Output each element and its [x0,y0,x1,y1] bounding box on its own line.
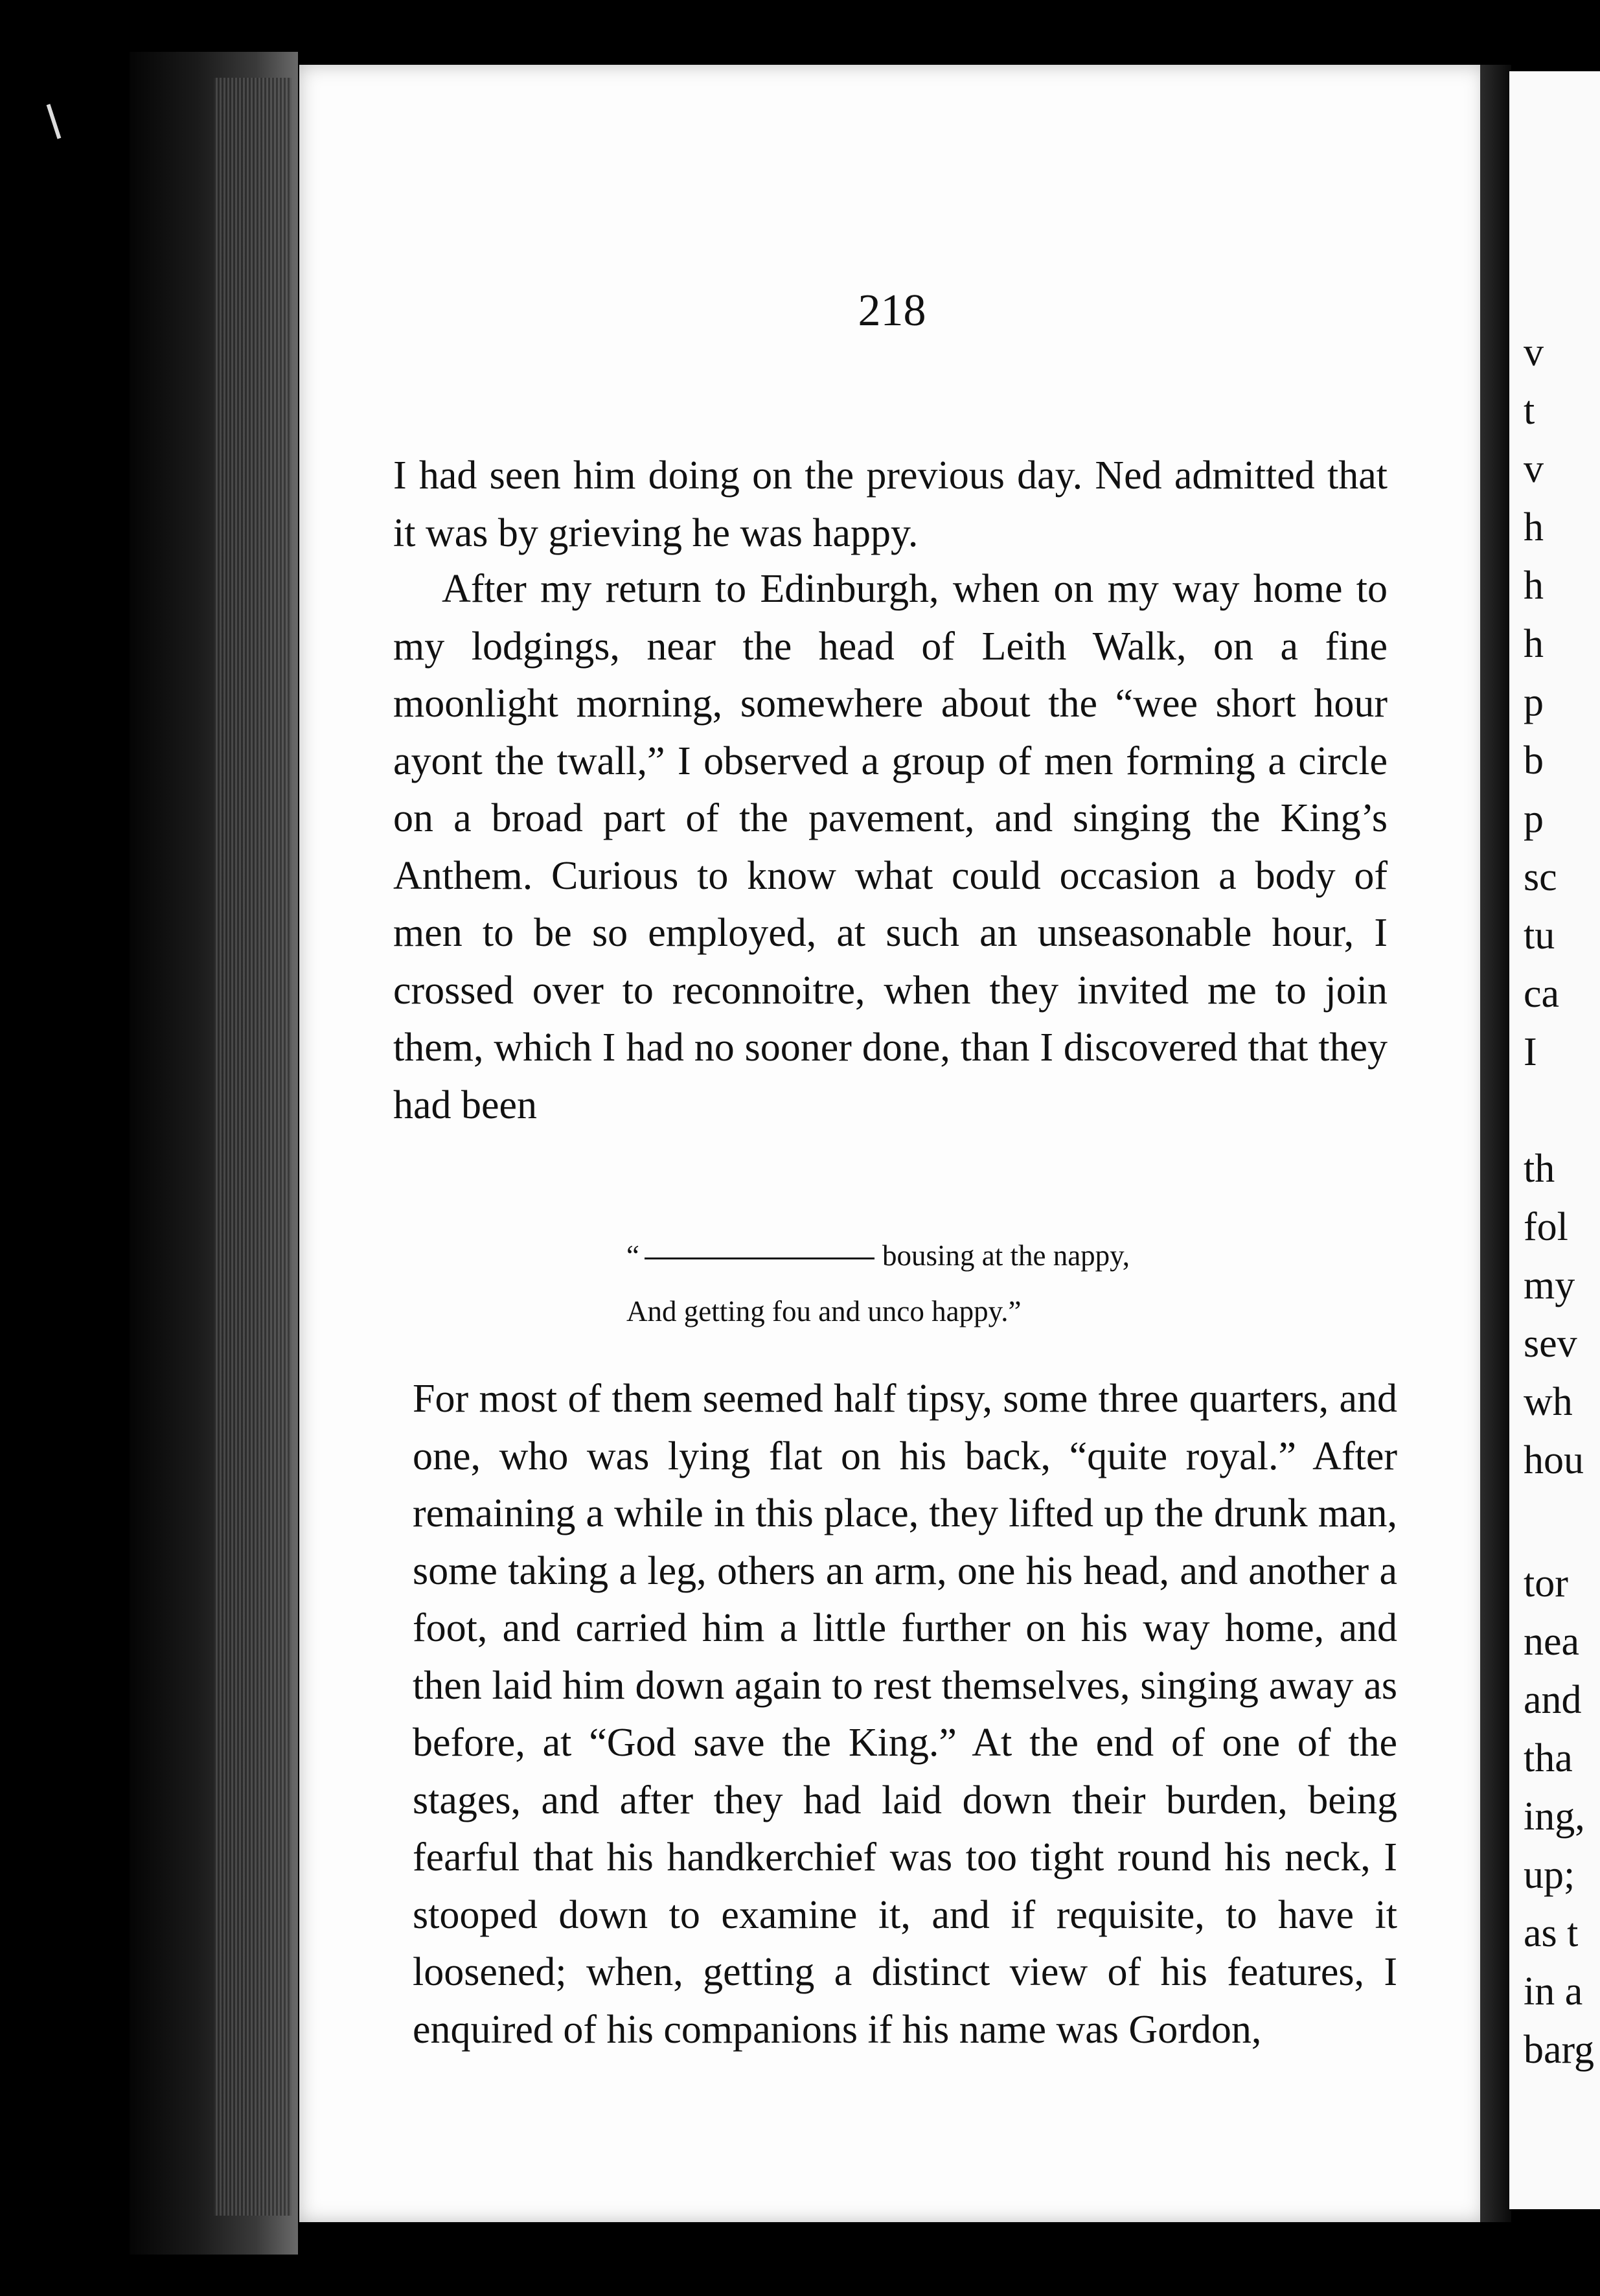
facing-page-fragment: p [1524,797,1544,841]
page-edges [214,78,291,2216]
facing-page-fragment: tor [1524,1561,1568,1605]
verse-quote [299,1228,1485,1339]
scan-mark [47,104,62,139]
facing-page-fragment: t [1524,389,1535,433]
verse-line-1 [299,1228,1485,1283]
facing-page-fragment: hou [1524,1438,1584,1482]
facing-page-fragment: fol [1524,1205,1568,1249]
facing-page-fragment: th [1524,1147,1555,1191]
facing-page-fragment: nea [1524,1620,1580,1664]
facing-page-fragment: ing, [1524,1795,1585,1839]
verse-open-quote: “ [626,1239,639,1272]
verse-dash [645,1257,874,1259]
facing-page-fragment: and [1524,1678,1582,1722]
facing-page-fragment: up; [1524,1853,1575,1897]
facing-page-fragment: as t [1524,1911,1579,1955]
book-page [299,65,1485,2222]
facing-page-fragment: h [1524,622,1544,666]
page-number: 218 [858,286,926,336]
facing-page-fragment: p [1524,680,1544,724]
verse-line-2: And getting fou and unco happy.” [626,1295,1022,1327]
facing-page-fragment: tha [1524,1736,1573,1780]
facing-page-fragment: v [1524,447,1544,491]
facing-page-fragment: wh [1524,1380,1573,1424]
facing-page-fragment: b [1524,739,1544,783]
facing-page-fragment: ca [1524,972,1560,1016]
facing-page-fragment: v [1524,330,1544,374]
facing-page-fragment: h [1524,564,1544,608]
facing-page-fragment: tu [1524,913,1555,958]
gutter-shadow [1480,65,1511,2222]
facing-page-fragment: barg [1524,2028,1595,2072]
facing-page [1509,71,1600,2209]
facing-page-fragment: sev [1524,1322,1577,1366]
paragraph-2: After my return to Edinburgh, when on my way home to my lodgings, near the head of Leith Walk, on a fine moonlight morning, somewhere about the “wee short hour ayont the twall,” I observed a group of men forming a circle on a broad part of the pavement, and singing the King’s Anthem. Curious to know what could occasion a body of men to be so employed, at such an unseasonable hour, I crossed over to reconnoitre, when they invited me to join them, which I had no sooner done, than I discovered that they had been [393,567,1388,1127]
facing-page-fragment: sc [1524,855,1557,899]
facing-page-fragment: my [1524,1263,1575,1307]
verse-line-1-text: bousing at the nappy, [882,1239,1130,1272]
paragraph-3: For most of them seemed half tipsy, some three quarters, and one, who was lying flat on his back, “quite royal.” After remaining a while in this place, they lifted up the drunk man, some taking a leg, others an arm, one his head, and another a foot, and carried him a little further on his way home, and then laid him down again to rest themselves, singing away as before, at “God save the King.” At the end of one of the stages, and after they had laid down their burden, being fearful that his handkerchief was too tight round his neck, I stooped down to examine it, and if requisite, to have it loosened; when, getting a distinct view of his features, I enquired of his companions if his name was Gordon, [413,1377,1397,2052]
paragraph-1: I had seen him doing on the previous day. Ned admitted that it was by grieving he was happy. [393,453,1388,555]
facing-page-fragment: in a [1524,1969,1583,2014]
facing-page-fragment: I [1524,1030,1537,1074]
facing-page-fragment: h [1524,505,1544,549]
